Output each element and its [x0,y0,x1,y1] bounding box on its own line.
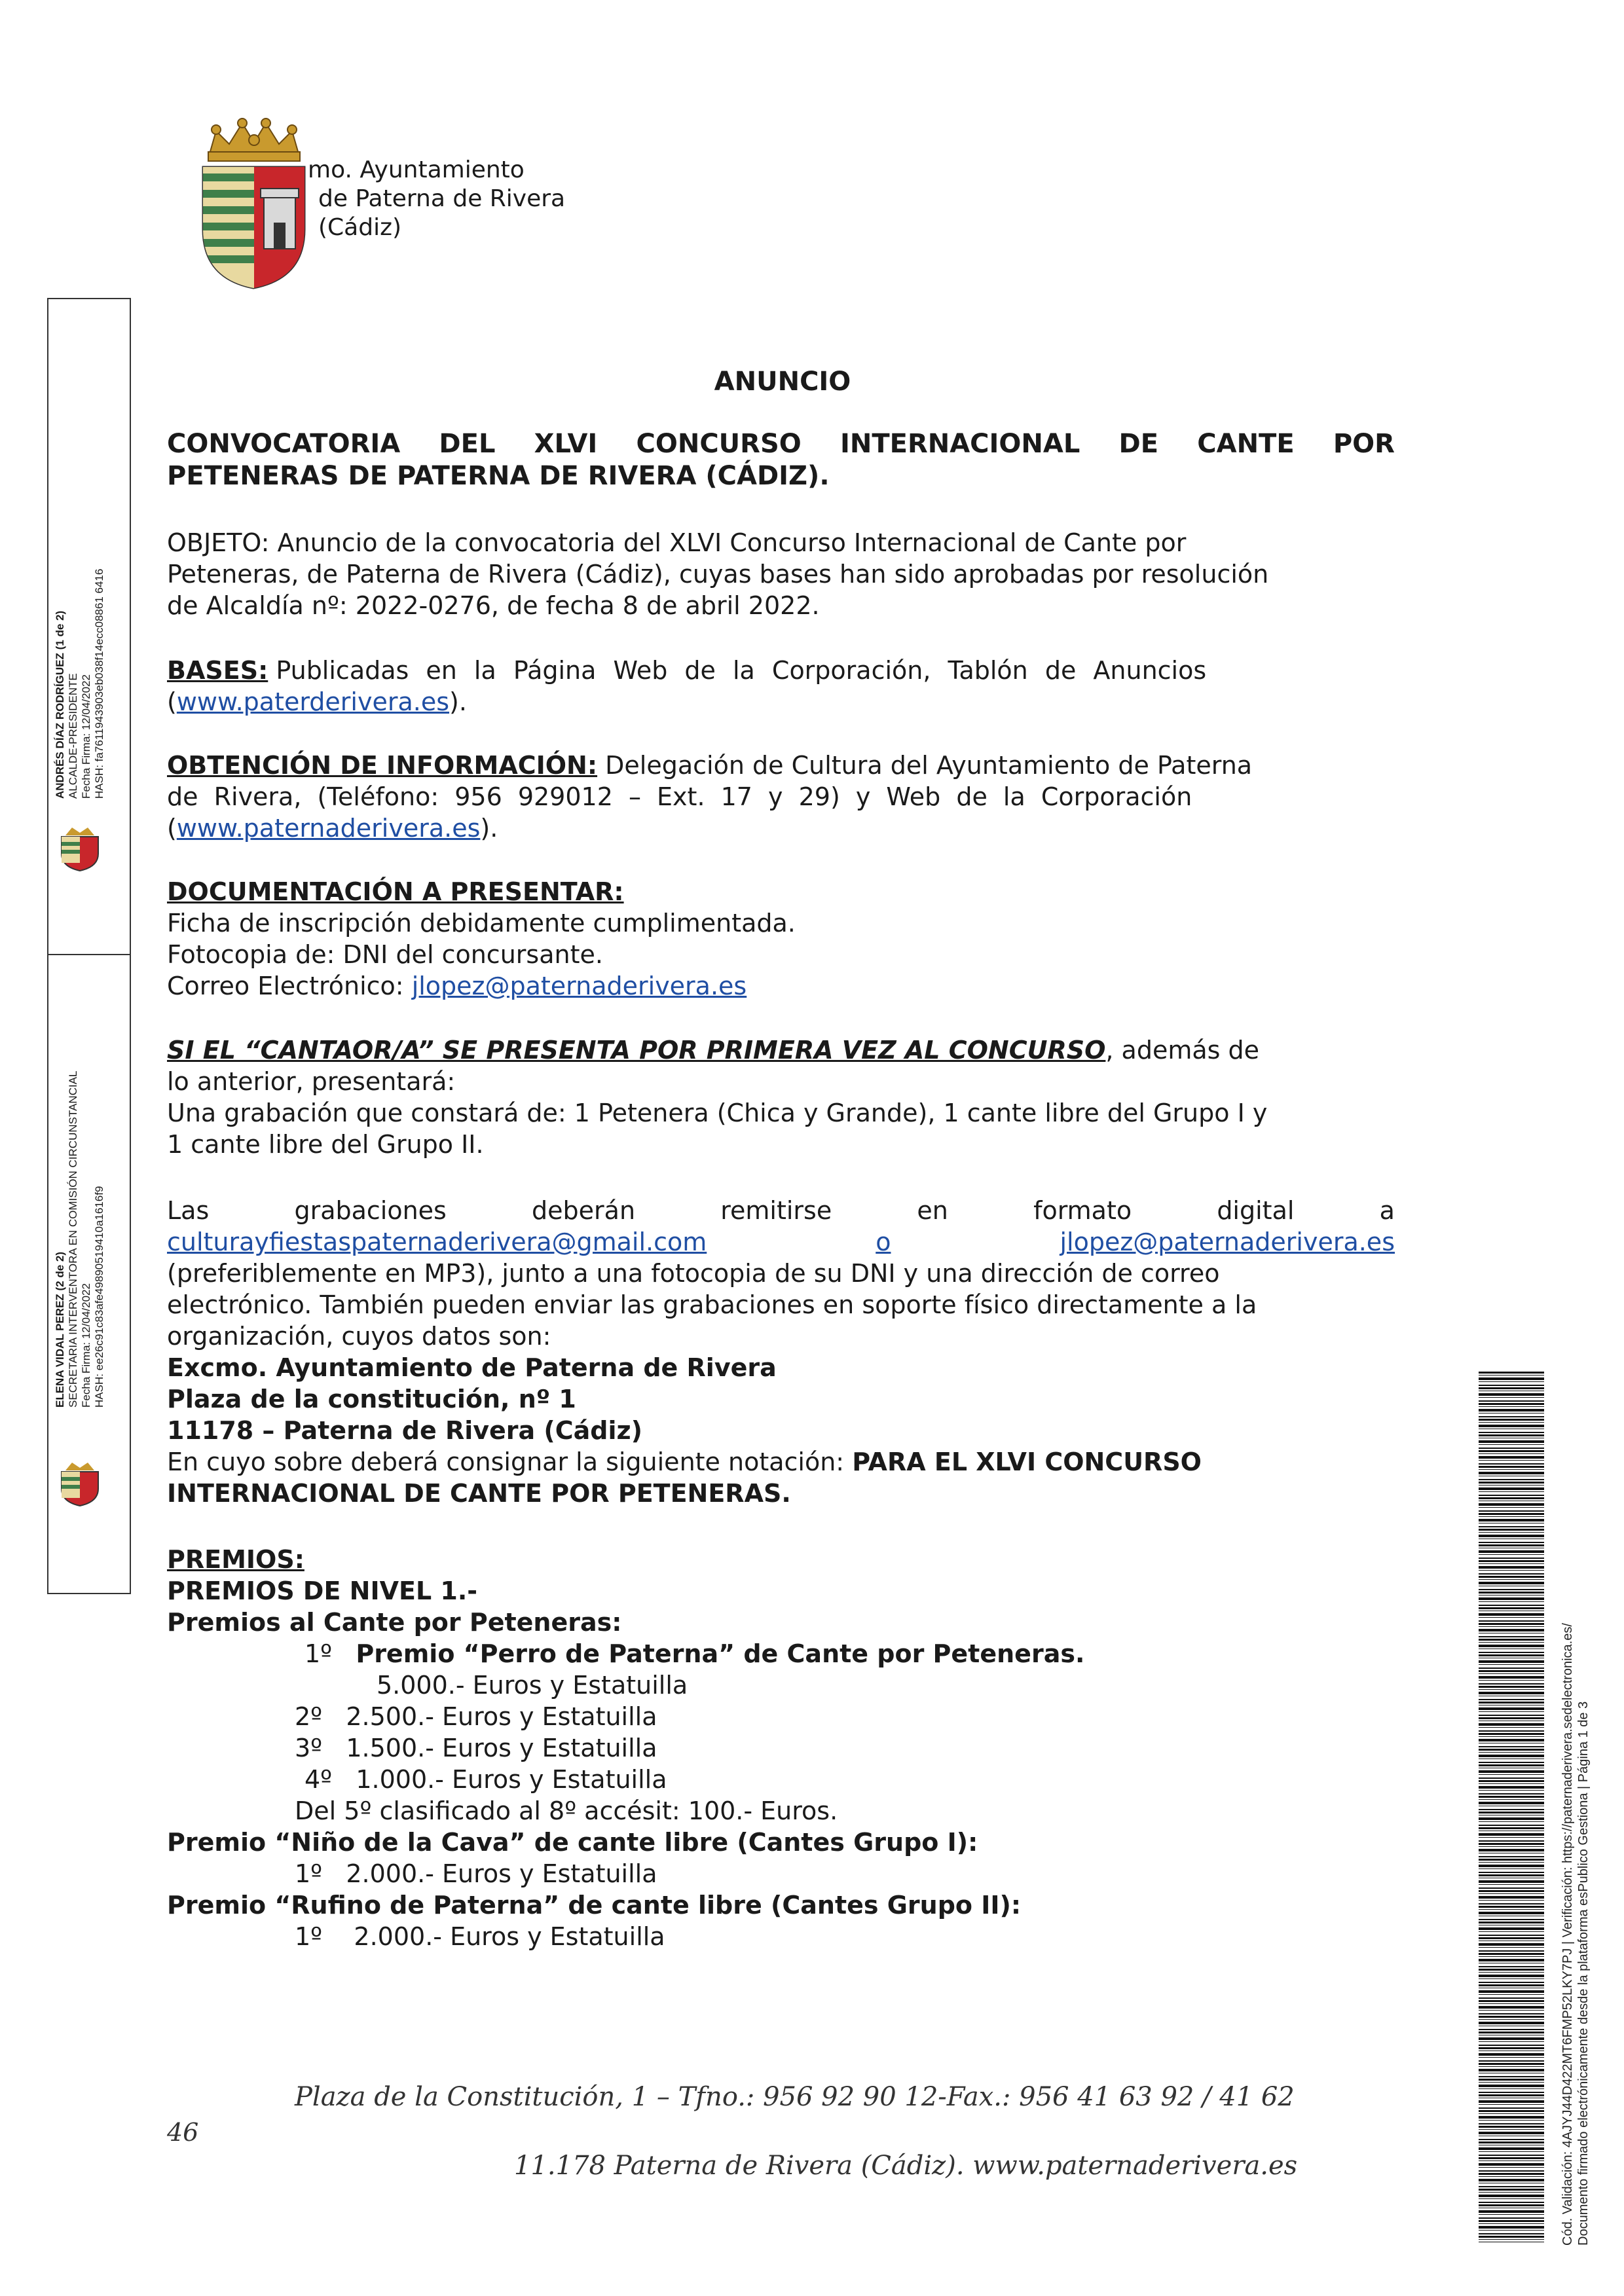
validation-text [1560,1623,1591,2246]
bases-line-2 [167,686,467,718]
word: formato [1033,1196,1132,1225]
premio-1-number: 1º [304,1639,333,1668]
paren: ( [167,814,177,843]
premio-4-amount: 1.000.- Euros y Estatuilla [356,1765,667,1794]
premios-label: PREMIOS: [167,1545,304,1574]
header-line-3: (Cádiz) [318,214,402,241]
validation-line-1: Cód. Validación: 4AJYJ44D422MT6FMP52LKY7PJ | Verificación: https://paternaderivera.sedelectronica.es/ [1560,1623,1575,2246]
header-line-1: mo. Ayuntamiento [308,156,525,183]
footer-city-website: 11.178 Paterna de Rivera (Cádiz). www.paternaderivera.es [514,2151,1298,2181]
primera-vez-line-3: Una grabación que constará de: 1 Petenera (Chica y Grande), 1 cante libre del Grupo I y [167,1099,1268,1127]
info-line-2: de Rivera, (Teléfono: 956 929012 – Ext. 17 y 29) y Web de la Corporación [167,782,1192,811]
validation-barcode [1479,1372,1544,2242]
jlopez-email-link[interactable]: jlopez@paternaderivera.es [1060,1228,1395,1256]
info-line-3 [167,812,498,844]
coat-of-arms-logo [196,118,311,291]
premio-nino-heading: Premio “Niño de la Cava” de cante libre (Cantes Grupo I): [167,1828,978,1857]
subtitle-word: POR [1333,429,1395,459]
word: Las [167,1196,210,1225]
grabaciones-line-4: electrónico. También pueden enviar las grabaciones en soporte físico directamente a la [167,1290,1257,1319]
premio-nino-line [295,1858,657,1889]
validation-line-2: Documento firmado electrónicamente desde la plataforma esPublico Gestiona | Página 1 de 3 [1576,1701,1591,2246]
primera-vez-rest: , además de [1105,1036,1260,1065]
grabaciones-line-2 [167,1226,1395,1258]
info-text: Delegación de Cultura del Ayuntamiento de Paterna [605,751,1253,780]
contact-email-link[interactable]: jlopez@paternaderivera.es [411,972,747,1000]
signature-2-date: Fecha Firma: 12/04/2022 [80,1283,92,1408]
info-website-link[interactable]: www.paternaderivera.es [176,814,481,843]
paren: ). [480,814,498,843]
subtitle-word: CONCURSO [636,429,802,459]
subtitle-word: CANTE [1197,429,1295,459]
notation-bold: PARA EL XLVI CONCURSO [852,1448,1202,1476]
objeto-line-1: OBJETO: Anuncio de la convocatoria del XLVI Concurso Internacional de Cante por [167,528,1187,557]
objeto-line-3: de Alcaldía nº: 2022-0276, de fecha 8 de abril 2022. [167,591,820,620]
premio-4-line [304,1764,667,1795]
objeto-line-2: Peteneras, de Paterna de Rivera (Cádiz), cuyas bases han sido aprobadas por resolución [167,560,1269,589]
or-text: o [876,1228,891,1256]
premio-1-name: Premio “Perro de Paterna” de Cante por Peteneras. [356,1639,1085,1668]
documentacion-item-1: Ficha de inscripción debidamente cumplimentada. [167,909,796,938]
bases-website-link[interactable]: www.paterderivera.es [176,687,450,716]
primera-vez-emphasis: SI EL “CANTAOR/A” SE PRESENTA POR PRIMERA VEZ AL CONCURSO [167,1036,1106,1065]
primera-vez-line-4: 1 cante libre del Grupo II. [167,1130,484,1159]
accesit-line: Del 5º clasificado al 8º accésit: 100.- Euros. [295,1796,838,1825]
primera-vez-line-1 [167,1034,1259,1066]
grabaciones-line-3: (preferiblemente en MP3), junto a una fotocopia de su DNI y una dirección de correo [167,1259,1220,1288]
word: grabaciones [294,1196,447,1225]
subtitle-line-1 [167,429,1395,459]
premio-3-number: 3º [295,1734,323,1762]
signature-2-text [54,1071,106,1408]
word: a [1379,1196,1395,1225]
premio-nino-amount: 2.000.- Euros y Estatuilla [346,1859,657,1888]
page-title: ANUNCIO [714,367,851,397]
signature-2-role: SECRETARIA INTERVENTORA EN COMISIÓN CIRCUNSTANCIAL [67,1070,79,1408]
signature-1-role: ALCALDE-PRESIDENTE [67,673,79,799]
premio-rufino-line [295,1921,665,1952]
word: digital [1217,1196,1295,1225]
premios-nivel: PREMIOS DE NIVEL 1.- [167,1576,478,1605]
address-line-2: Plaza de la constitución, nº 1 [167,1385,576,1413]
subtitle-line-2: PETENERAS DE PATERNA DE RIVERA (CÁDIZ). [167,461,830,491]
grabaciones-line-5: organización, cuyos datos son: [167,1322,551,1351]
signature-2-hash: HASH: ee26c91c83afe49890519410a1616f9 [93,1186,105,1408]
notation-line-1 [167,1446,1202,1478]
signature-1-date: Fecha Firma: 12/04/2022 [80,674,92,799]
word: remitirse [720,1196,832,1225]
documentacion-label: DOCUMENTACIÓN A PRESENTAR: [167,877,624,906]
bases-label: BASES: [167,656,268,685]
notation-line-2: INTERNACIONAL DE CANTE POR PETENERAS. [167,1479,791,1508]
premio-nino-number: 1º [295,1859,323,1888]
premio-2-line [295,1701,657,1732]
documentacion-item-2: Fotocopia de: DNI del concursante. [167,940,603,969]
signature-1-seal-icon [56,825,103,872]
premio-rufino-number: 1º [295,1922,323,1951]
page-number: 46 [167,2118,199,2147]
premio-rufino-amount: 2.000.- Euros y Estatuilla [354,1922,665,1951]
signature-2-name: ELENA VIDAL PEREZ (2 de 2) [54,1251,66,1408]
header-line-2: de Paterna de Rivera [318,185,566,212]
address-line-3: 11178 – Paterna de Rivera (Cádiz) [167,1416,642,1445]
premio-1-amount: 5.000.- Euros y Estatuilla [377,1671,688,1700]
subtitle-word: DE [1118,429,1159,459]
primera-vez-line-2: lo anterior, presentará: [167,1067,456,1096]
info-line-1 [167,750,1252,781]
subtitle-word: CONVOCATORIA [167,429,401,459]
signature-2-seal-icon [56,1460,103,1507]
subtitle-word: DEL [439,429,496,459]
signature-1-name: ANDRÉS DÍAZ RODRÍGUEZ (1 de 2) [54,610,66,799]
subtitle-word: XLVI [534,429,598,459]
notation-text: En cuyo sobre deberá consignar la siguiente notación: [167,1448,853,1476]
premio-1-line [304,1638,1084,1669]
subtitle-word: INTERNACIONAL [840,429,1080,459]
bases-line-1 [167,655,1206,686]
word: en [917,1196,948,1225]
bases-text: Publicadas en la Página Web de la Corporación, Tablón de Anuncios [276,656,1207,685]
premio-rufino-heading: Premio “Rufino de Paterna” de cante libre (Cantes Grupo II): [167,1891,1022,1920]
grabaciones-line-1 [167,1195,1395,1226]
signature-1-hash: HASH: fa7611943903eb038f14ecc08861 6416 [93,568,105,799]
word: deberán [532,1196,636,1225]
premio-4-number: 4º [304,1765,333,1794]
gmail-email-link[interactable]: culturayfiestaspaternaderivera@gmail.com [167,1228,707,1256]
paren: ). [449,687,467,716]
signature-1-text [54,569,106,799]
premios-peteneras-heading: Premios al Cante por Peteneras: [167,1608,622,1637]
premio-3-line [295,1732,657,1764]
premio-2-number: 2º [295,1702,323,1731]
documentacion-email-line [167,970,747,1002]
address-line-1: Excmo. Ayuntamiento de Paterna de Rivera [167,1353,777,1382]
footer-address: Plaza de la Constitución, 1 – Tfno.: 956 92 90 12-Fax.: 956 41 63 92 / 41 62 [295,2082,1295,2112]
paren: ( [167,687,177,716]
municipality-header [308,156,565,242]
email-label: Correo Electrónico: [167,972,412,1000]
info-label: OBTENCIÓN DE INFORMACIÓN: [167,751,598,780]
premio-2-amount: 2.500.- Euros y Estatuilla [346,1702,657,1731]
premio-3-amount: 1.500.- Euros y Estatuilla [346,1734,657,1762]
